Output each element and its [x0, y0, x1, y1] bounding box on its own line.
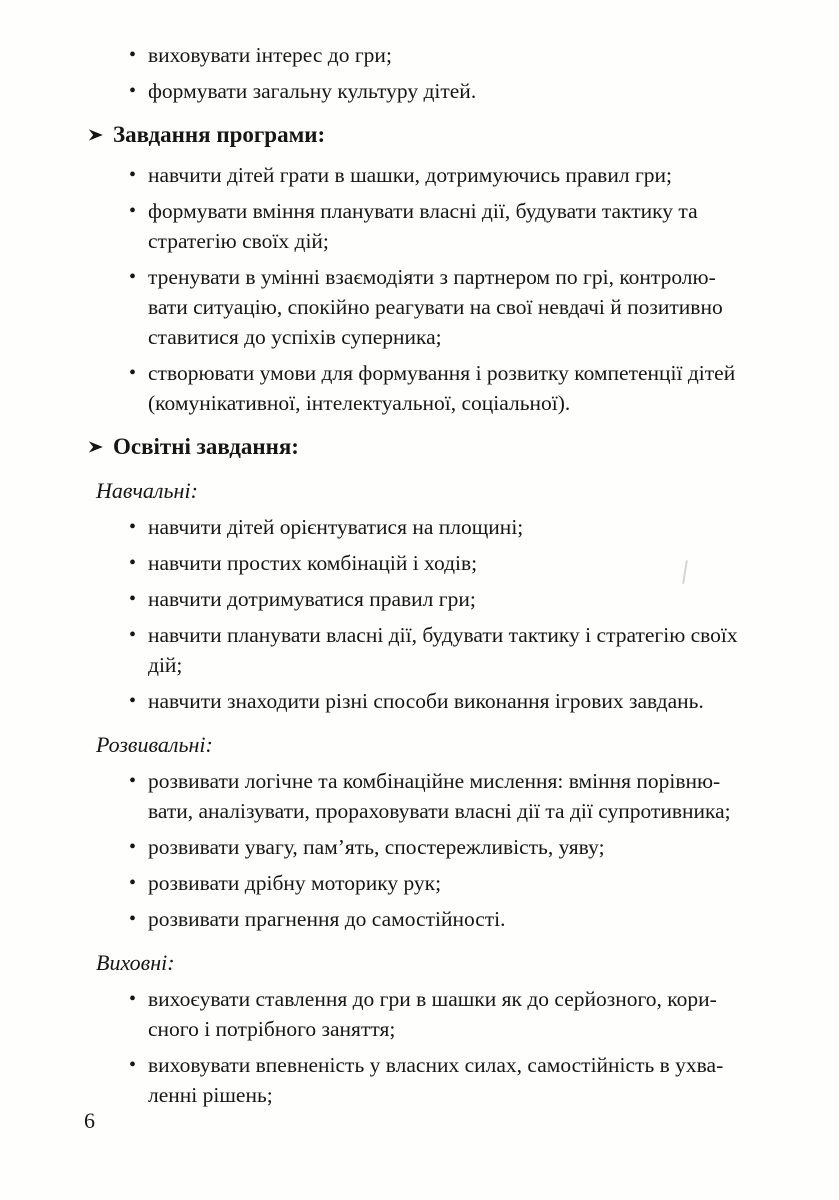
text-line: навчити дітей грати в шашки, дотримуючись правил гри; — [148, 163, 672, 187]
section-heading-label: Завдання програми: — [113, 122, 326, 147]
list-item-text — [148, 686, 798, 716]
list-item-text — [148, 620, 798, 680]
text-line: навчити простих комбінацій і ходів; — [148, 551, 478, 575]
list-item — [0, 904, 839, 934]
bullet-icon: • — [129, 266, 137, 288]
bullet-list — [0, 766, 839, 934]
list-item — [0, 160, 839, 190]
text-line: навчити дотримуватися правил гри; — [148, 587, 476, 611]
text-line: тренувати в умінні взаємодіяти з партнером по грі, контролю- — [148, 265, 716, 289]
bullet-icon: • — [129, 836, 137, 858]
arrowhead-right-icon — [88, 128, 104, 142]
bullet-icon: • — [129, 624, 137, 646]
text-line: навчити дітей орієнтуватися на площині; — [148, 515, 524, 539]
subsection-heading: Розвивальні: — [96, 732, 213, 757]
text-line: розвивати увагу, пам’ять, спостережливість, уяву; — [148, 835, 605, 859]
text-line: формувати загальну культуру дітей. — [148, 79, 477, 103]
list-item-text — [148, 584, 798, 614]
list-item — [0, 262, 839, 352]
bullet-icon: • — [129, 1054, 137, 1076]
list-item — [0, 984, 839, 1044]
text-line: вати ситуацію, спокійно реагувати на свої невдачі й позитивно — [148, 295, 723, 319]
bullet-icon: • — [129, 690, 137, 712]
page-body — [0, 40, 839, 1116]
list-item — [0, 76, 839, 106]
list-item-text — [148, 160, 798, 190]
list-item — [0, 832, 839, 862]
text-line: розвивати прагнення до самостійності. — [148, 907, 506, 931]
list-item — [0, 766, 839, 826]
list-item-text — [148, 1050, 798, 1110]
list-item — [0, 1050, 839, 1110]
list-item — [0, 358, 839, 418]
text-line: (комунікативної, інтелектуальної, соціальної). — [148, 391, 571, 415]
text-line: дій; — [148, 653, 183, 677]
text-line: виховувати інтерес до гри; — [148, 43, 392, 67]
bullet-icon: • — [129, 872, 137, 894]
list-item — [0, 40, 839, 70]
list-item-text — [148, 358, 798, 418]
list-item-text — [148, 904, 798, 934]
text-line: виховувати впевненість у власних силах, самостійність в ухва- — [148, 1053, 724, 1077]
bullet-list — [0, 160, 839, 418]
text-line: ставитися до успіхів суперника; — [148, 325, 442, 349]
section-heading — [88, 120, 839, 150]
list-item — [0, 512, 839, 542]
list-item-text — [148, 196, 798, 256]
bullet-icon: • — [129, 552, 137, 574]
list-item-text — [148, 868, 798, 898]
bullet-list — [0, 984, 839, 1110]
text-line: вихоєувати ставлення до гри в шашки як до серйозного, кори- — [148, 987, 717, 1011]
bullet-icon: • — [129, 362, 137, 384]
list-item — [0, 584, 839, 614]
bullet-icon: • — [129, 908, 137, 930]
bullet-icon: • — [129, 200, 137, 222]
bullet-icon: • — [129, 988, 137, 1010]
list-item — [0, 686, 839, 716]
text-line: створювати умови для формування і розвитку компетенції дітей — [148, 361, 736, 385]
text-line: розвивати дрібну моторику рук; — [148, 871, 442, 895]
text-line: навчити планувати власні дії, будувати тактику і стратегію своїх — [148, 623, 738, 647]
subsection-heading: Навчальні: — [96, 478, 198, 503]
text-line: формувати вміння планувати власні дії, будувати тактику та — [148, 199, 698, 223]
subsection-heading: Виховні: — [96, 950, 175, 975]
list-item-text — [148, 40, 798, 70]
list-item — [0, 620, 839, 680]
section-heading — [88, 432, 839, 462]
bullet-icon: • — [129, 516, 137, 538]
bullet-list — [0, 40, 839, 106]
list-item-text — [148, 832, 798, 862]
list-item-text — [148, 512, 798, 542]
bullet-icon: • — [129, 588, 137, 610]
text-line: вати, аналізувати, прораховувати власні дії та дії супротивника; — [148, 799, 731, 823]
list-item-text — [148, 76, 798, 106]
bullet-icon: • — [129, 44, 137, 66]
text-line: навчити знаходити різні способи виконання ігрових завдань. — [148, 689, 704, 713]
text-line: розвивати логічне та комбінаційне мислення: вміння порівню- — [148, 769, 721, 793]
text-line: сного і потрібного заняття; — [148, 1017, 396, 1041]
bullet-icon: • — [129, 80, 137, 102]
bullet-icon: • — [129, 164, 137, 186]
bullet-icon: • — [129, 770, 137, 792]
text-line: ленні рішень; — [148, 1083, 273, 1107]
list-item — [0, 196, 839, 256]
bullet-list — [0, 512, 839, 716]
text-line: стратегію своїх дій; — [148, 229, 329, 253]
list-item-text — [148, 262, 798, 352]
arrowhead-right-icon — [88, 440, 104, 454]
section-heading-label: Освітні завдання: — [113, 434, 299, 459]
page-number: 6 — [84, 1108, 95, 1133]
list-item — [0, 548, 839, 578]
list-item-text — [148, 766, 798, 826]
list-item — [0, 868, 839, 898]
list-item-text — [148, 548, 798, 578]
list-item-text — [148, 984, 798, 1044]
